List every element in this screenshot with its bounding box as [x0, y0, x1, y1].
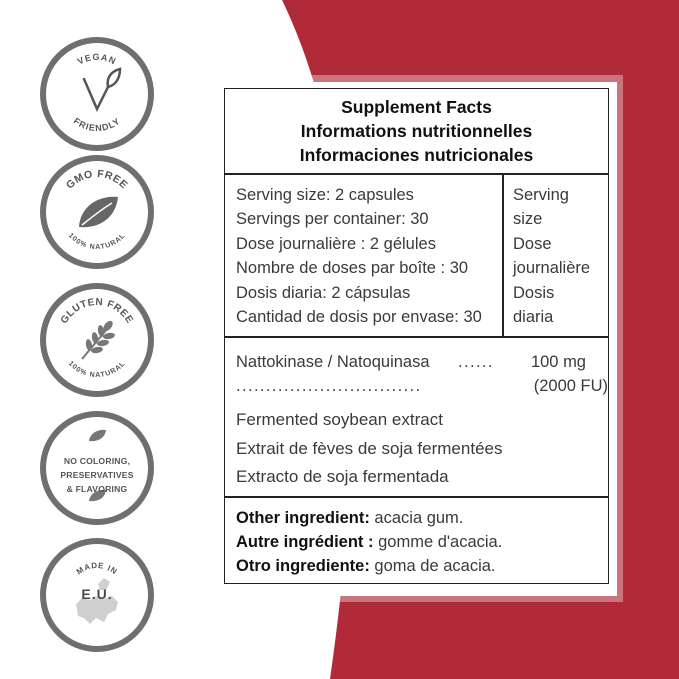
- no-coloring-text: NO COLORING, PRESERVATIVES & FLAVORING: [60, 456, 134, 494]
- svg-text:100% NATURAL: [67, 360, 127, 379]
- divider: [225, 336, 608, 338]
- made-in-eu-badge: [40, 538, 154, 652]
- gmo-top-text: GMO FREE: [63, 167, 131, 192]
- extract-lines: Fermented soybean extract Extrait de fèves de soja fermentées Extracto de soja fermentada: [236, 410, 503, 486]
- vegan-top-text: VEGAN: [75, 51, 119, 67]
- leaf-icon: [79, 197, 118, 227]
- svg-text:100% NATURAL: [67, 232, 127, 251]
- no-coloring-badge: [40, 411, 154, 525]
- svg-text:MADE IN: [75, 561, 119, 577]
- other-ingredients: [236, 506, 502, 578]
- wheat-icon: [82, 319, 115, 359]
- ingredient-dots: ...............................: [236, 377, 422, 395]
- ingredient-units: (2000 FU): [533, 377, 608, 395]
- vegan-friendly-badge: [40, 37, 154, 151]
- gluten-bottom-text: 100% NATURAL: [66, 360, 128, 380]
- svg-text:FRIENDLY: [72, 116, 123, 133]
- ingredient-dots: ......: [458, 353, 494, 371]
- v-leaf-icon: [84, 69, 120, 109]
- ingredient-section: [236, 350, 608, 398]
- serving-header-column: Serving size Dose journalière Dosis diaria: [513, 186, 591, 327]
- other-ingredient-fr: Autre ingrédient : gomme d'acacia.: [236, 533, 503, 551]
- vegan-bottom-text: FRIENDLY: [71, 115, 123, 134]
- divider: [225, 496, 608, 498]
- ingredient-amount: 100 mg: [530, 353, 586, 371]
- ingredient-row: [236, 350, 596, 374]
- svg-text:GLUTEN FREE: [59, 297, 135, 326]
- column-divider: [502, 173, 504, 336]
- svg-text:VEGAN: [76, 52, 118, 67]
- gluten-top-text: GLUTEN FREE: [58, 296, 136, 326]
- divider: [225, 173, 608, 175]
- gluten-free-badge: [40, 283, 154, 397]
- supplement-facts-table: [224, 88, 609, 584]
- ingredient-units-row: [236, 374, 608, 398]
- other-ingredient-en: Other ingredient: acacia gum.: [236, 509, 464, 527]
- facts-title: Supplement Facts Informations nutritionnelles Informaciones nutricionales: [299, 97, 534, 165]
- gmo-free-badge: [40, 155, 154, 269]
- gmo-bottom-text: 100% NATURAL: [66, 232, 128, 252]
- serving-info: Serving size: 2 capsules Servings per container: 30 Dose journalière : 2 gélules Nombre de doses par boîte : 30 Dosis diaria: 2 cápsulas Cantidad de dosis por envase: 30: [236, 186, 482, 327]
- eu-text: E.U.: [81, 586, 113, 602]
- other-ingredient-es: Otro ingrediente: goma de acacia.: [236, 557, 496, 575]
- ingredient-name: Nattokinase / Natoquinasa: [236, 353, 430, 371]
- made-in-text: MADE IN: [74, 560, 120, 577]
- svg-text:GMO FREE: [64, 168, 130, 192]
